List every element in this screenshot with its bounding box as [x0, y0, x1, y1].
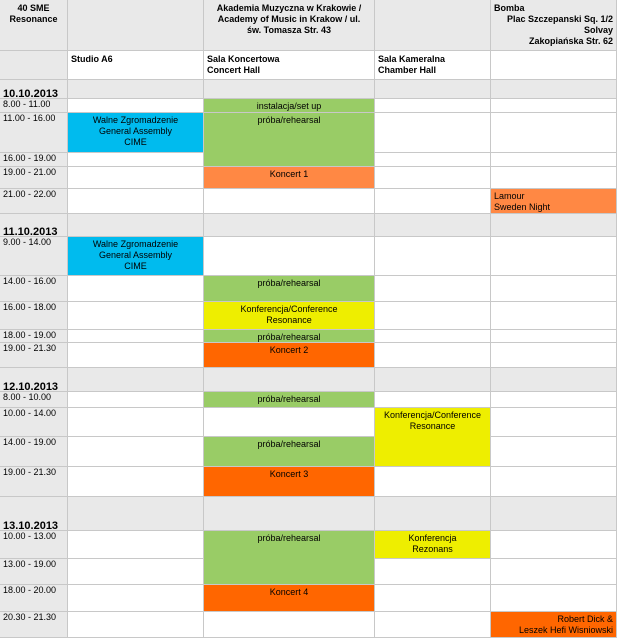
empty-cell	[375, 80, 491, 99]
cell-text-line: próba/rehearsal	[257, 394, 321, 404]
time-slot	[0, 237, 68, 276]
empty-cell	[491, 80, 617, 99]
cell-text-line: Lamour	[494, 191, 525, 201]
time-slot	[0, 343, 68, 368]
time-text: 19.00 - 21.30	[3, 467, 57, 477]
time-slot	[0, 612, 68, 638]
cell-text-line: Resonance	[266, 315, 312, 325]
cell-text-line: Studio A6	[71, 54, 113, 64]
empty-cell	[491, 392, 617, 408]
cell-text-line: Konferencja/Conference	[240, 304, 338, 314]
cell-text-line: Chamber Hall	[378, 65, 437, 75]
cell-text-line: Koncert 3	[269, 469, 309, 479]
time-text: 16.00 - 18.00	[3, 302, 57, 312]
cell-text-line: Koncert 2	[269, 345, 309, 355]
event-block	[491, 612, 617, 638]
empty-cell	[491, 559, 617, 585]
venue-line: Solvay	[583, 25, 613, 35]
room-studio	[68, 51, 204, 80]
event-block	[204, 167, 375, 189]
cell-text-line: CIME	[124, 261, 147, 271]
header-blank	[375, 0, 491, 51]
room-concert-hall	[204, 51, 375, 80]
header-academy	[204, 0, 375, 51]
event-block	[204, 276, 375, 302]
empty-cell	[375, 167, 491, 189]
empty-cell	[491, 408, 617, 437]
empty-cell	[68, 330, 204, 343]
time-slot	[0, 113, 68, 153]
cell-text-line: General Assembly	[98, 250, 173, 260]
empty-cell	[491, 302, 617, 330]
time-slot	[0, 330, 68, 343]
time-text: 18.00 - 19.00	[3, 330, 57, 340]
time-slot	[0, 99, 68, 113]
time-slot	[0, 392, 68, 408]
date-label	[0, 214, 68, 237]
time-slot	[0, 531, 68, 559]
cell-text-line: próba/rehearsal	[257, 533, 321, 543]
time-slot	[0, 189, 68, 214]
cell-text-line: Koncert 1	[269, 169, 309, 179]
cell-text-line: Resonance	[9, 14, 58, 24]
event-block	[204, 392, 375, 408]
time-text: 20.30 - 21.30	[3, 612, 57, 622]
event-block	[204, 531, 375, 585]
empty-cell	[204, 408, 375, 437]
cell-text-line: Resonance	[409, 421, 456, 431]
empty-cell	[491, 276, 617, 302]
cell-text-line: Leszek Hefi Wisniowski	[518, 625, 613, 635]
empty-cell	[68, 276, 204, 302]
empty-cell	[375, 302, 491, 330]
cell-text-line: Rezonans	[412, 544, 453, 554]
time-slot	[0, 467, 68, 497]
empty-cell	[375, 497, 491, 531]
date-label	[0, 80, 68, 99]
time-text: 21.00 - 22.00	[3, 189, 57, 199]
event-block	[204, 585, 375, 612]
empty-cell	[68, 392, 204, 408]
empty-cell	[204, 189, 375, 214]
event-block	[68, 113, 204, 153]
date-label	[0, 368, 68, 392]
cell-text-line: Konferencja/Conference	[383, 410, 482, 420]
room-blank	[0, 51, 68, 80]
empty-cell	[375, 612, 491, 638]
event-block	[204, 302, 375, 330]
cell-text-line: 40 SME	[17, 3, 50, 13]
empty-cell	[375, 467, 491, 497]
time-text: 10.00 - 13.00	[3, 531, 57, 541]
cell-text-line: instalacja/set up	[256, 101, 322, 111]
empty-cell	[375, 585, 491, 612]
cell-text-line: Koncert 4	[269, 587, 309, 597]
cell-text-line: Konferencja	[408, 533, 457, 543]
time-text: 8.00 - 11.00	[3, 99, 51, 109]
header-blank	[68, 0, 204, 51]
cell-text-line: Academy of Music in Krakow / ul.	[217, 14, 361, 24]
empty-cell	[68, 612, 204, 638]
cell-text-line: Walne Zgromadzenie	[92, 239, 179, 249]
cell-text-line: próba/rehearsal	[257, 439, 321, 449]
time-slot	[0, 437, 68, 467]
event-block	[68, 237, 204, 276]
empty-cell	[68, 531, 204, 559]
empty-cell	[68, 80, 204, 99]
time-slot	[0, 153, 68, 167]
empty-cell	[491, 531, 617, 559]
empty-cell	[68, 153, 204, 167]
room-chamber-hall	[375, 51, 491, 80]
empty-cell	[68, 167, 204, 189]
empty-cell	[68, 99, 204, 113]
header-festival	[0, 0, 68, 51]
empty-cell	[204, 80, 375, 99]
time-text: 11.00 - 16.00	[3, 113, 56, 123]
empty-cell	[68, 368, 204, 392]
event-block	[204, 113, 375, 167]
event-block	[204, 330, 375, 343]
empty-cell	[204, 612, 375, 638]
cell-text-line: Sala Kameralna	[378, 54, 446, 64]
time-slot	[0, 585, 68, 612]
cell-text-line: Walne Zgromadzenie	[92, 115, 179, 125]
cell-text-line: Robert Dick &	[557, 614, 613, 624]
time-text: 19.00 - 21.00	[3, 167, 57, 177]
event-block	[204, 467, 375, 497]
empty-cell	[491, 214, 617, 237]
empty-cell	[375, 392, 491, 408]
empty-cell	[375, 99, 491, 113]
header-venues	[491, 0, 617, 51]
cell-text-line: próba/rehearsal	[257, 332, 321, 342]
empty-cell	[491, 343, 617, 368]
cell-text-line: CIME	[124, 137, 147, 147]
empty-cell	[375, 189, 491, 214]
event-block	[491, 189, 617, 214]
empty-cell	[375, 368, 491, 392]
empty-cell	[204, 497, 375, 531]
empty-cell	[68, 559, 204, 585]
empty-cell	[68, 214, 204, 237]
empty-cell	[68, 497, 204, 531]
empty-cell	[68, 408, 204, 437]
time-text: 8.00 - 10.00	[3, 392, 52, 402]
room-blank	[491, 51, 617, 80]
empty-cell	[491, 113, 617, 153]
empty-cell	[68, 585, 204, 612]
event-block	[375, 408, 491, 467]
date-text: 12.10.2013	[3, 381, 59, 392]
event-block	[204, 437, 375, 467]
empty-cell	[375, 330, 491, 343]
empty-cell	[375, 559, 491, 585]
cell-text-line: Akademia Muzyczna w Krakowie /	[216, 3, 362, 13]
event-block	[204, 343, 375, 368]
empty-cell	[491, 99, 617, 113]
empty-cell	[375, 237, 491, 276]
cell-text-line: próba/rehearsal	[257, 278, 321, 288]
date-text: 10.10.2013	[3, 88, 59, 99]
empty-cell	[491, 167, 617, 189]
time-text: 10.00 - 14.00	[3, 408, 57, 418]
empty-cell	[375, 113, 491, 153]
time-text: 18.00 - 20.00	[3, 585, 57, 595]
empty-cell	[68, 467, 204, 497]
empty-cell	[491, 330, 617, 343]
event-block	[204, 99, 375, 113]
cell-text-line: próba/rehearsal	[257, 115, 321, 125]
time-slot	[0, 302, 68, 330]
empty-cell	[491, 368, 617, 392]
empty-cell	[491, 237, 617, 276]
empty-cell	[375, 343, 491, 368]
date-text: 13.10.2013	[3, 520, 59, 531]
time-slot	[0, 559, 68, 585]
empty-cell	[68, 302, 204, 330]
time-text: 16.00 - 19.00	[3, 153, 57, 163]
time-slot	[0, 276, 68, 302]
event-block	[375, 531, 491, 559]
cell-text-line: Concert Hall	[207, 65, 261, 75]
date-text: 11.10.2013	[3, 226, 58, 237]
cell-text-line: Sala Koncertowa	[207, 54, 280, 64]
venue-line: Bomba	[494, 3, 525, 13]
empty-cell	[204, 214, 375, 237]
empty-cell	[375, 276, 491, 302]
empty-cell	[491, 153, 617, 167]
cell-text-line: Sweden Night	[494, 202, 551, 212]
venue-line: Zakopiańska Str. 62	[528, 36, 613, 46]
empty-cell	[68, 189, 204, 214]
cell-text-line: św. Tomasza Str. 43	[246, 25, 332, 35]
empty-cell	[204, 237, 375, 276]
empty-cell	[68, 343, 204, 368]
cell-text-line: General Assembly	[98, 126, 173, 136]
time-slot	[0, 408, 68, 437]
empty-cell	[491, 467, 617, 497]
time-text: 13.00 - 19.00	[3, 559, 57, 569]
date-label	[0, 497, 68, 531]
time-slot	[0, 167, 68, 189]
time-text: 14.00 - 16.00	[3, 276, 57, 286]
empty-cell	[491, 585, 617, 612]
empty-cell	[375, 214, 491, 237]
empty-cell	[375, 153, 491, 167]
time-text: 19.00 - 21.30	[3, 343, 57, 353]
empty-cell	[204, 368, 375, 392]
time-text: 9.00 - 14.00	[3, 237, 52, 247]
venue-line: Plac Szczepanski Sq. 1/2	[506, 14, 613, 24]
time-text: 14.00 - 19.00	[3, 437, 57, 447]
empty-cell	[68, 437, 204, 467]
empty-cell	[491, 497, 617, 531]
empty-cell	[491, 437, 617, 467]
